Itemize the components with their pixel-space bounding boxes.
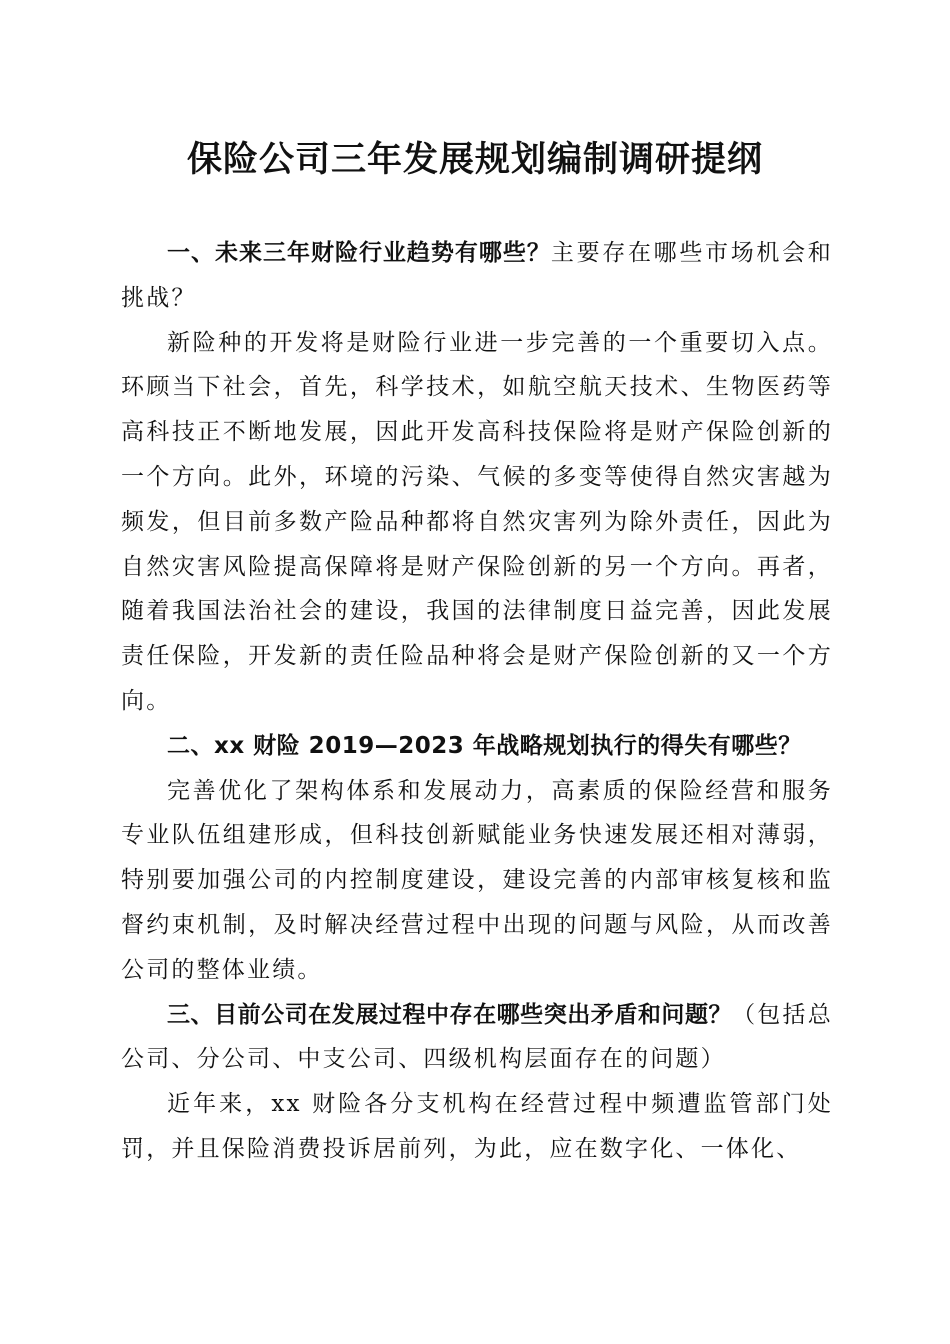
section-1-heading (121, 231, 833, 321)
section-3-heading (121, 993, 833, 1083)
section-heading-tail: 主要存在哪些市场机会和挑战？ (121, 240, 833, 311)
section-2-paragraph: 完善优化了架构体系和发展动力，高素质的保险经营和服务专业队伍组建形成，但科技创新赋能业务快速发展还相对薄弱，特别要加强公司的内控制度建设，建设完善的内部审核复核和监督约束机制，及时解决经营过程中出现的问题与风险，从而改善公司的整体业绩。 (121, 777, 833, 983)
document-title: 保险公司三年发展规划编制调研提纲 (186, 139, 763, 180)
section-heading-text: 二、xx 财险 2019—2023 年战略规划执行的得失有哪些？ (167, 732, 802, 759)
section-heading-text: 三、目前公司在发展过程中存在哪些突出矛盾和问题？ (167, 1001, 733, 1028)
section-3-paragraph: 近年来，xx 财险各分支机构在经营过程中频遭监管部门处罚，并且保险消费投诉居前列，为此，应在数字化、一体化、 (121, 1091, 833, 1162)
section-1-paragraph: 新险种的开发将是财险行业进一步完善的一个重要切入点。环顾当下社会，首先，科学技术，如航空航天技术、生物医药等高科技正不断地发展，因此开发高科技保险将是财产保险创新的一个方向。此外，环境的污染、气候的多变等使得自然灾害越为频发，但目前多数产险品种都将自然灾害列为除外责任，因此为自然灾害风险提高保障将是财产保险创新的另一个方向。再者，随着我国法治社会的建设，我国的法律制度日益完善，因此发展责任保险，开发新的责任险品种将会是财产保险创新的又一个方向。 (121, 329, 833, 714)
section-2-heading (121, 724, 833, 769)
document-body (121, 231, 833, 1172)
section-heading-tail: （包括总公司、分公司、中支公司、四级机构层面存在的问题） (121, 1001, 833, 1073)
section-heading-text: 一、未来三年财险行业趋势有哪些？ (167, 240, 551, 266)
